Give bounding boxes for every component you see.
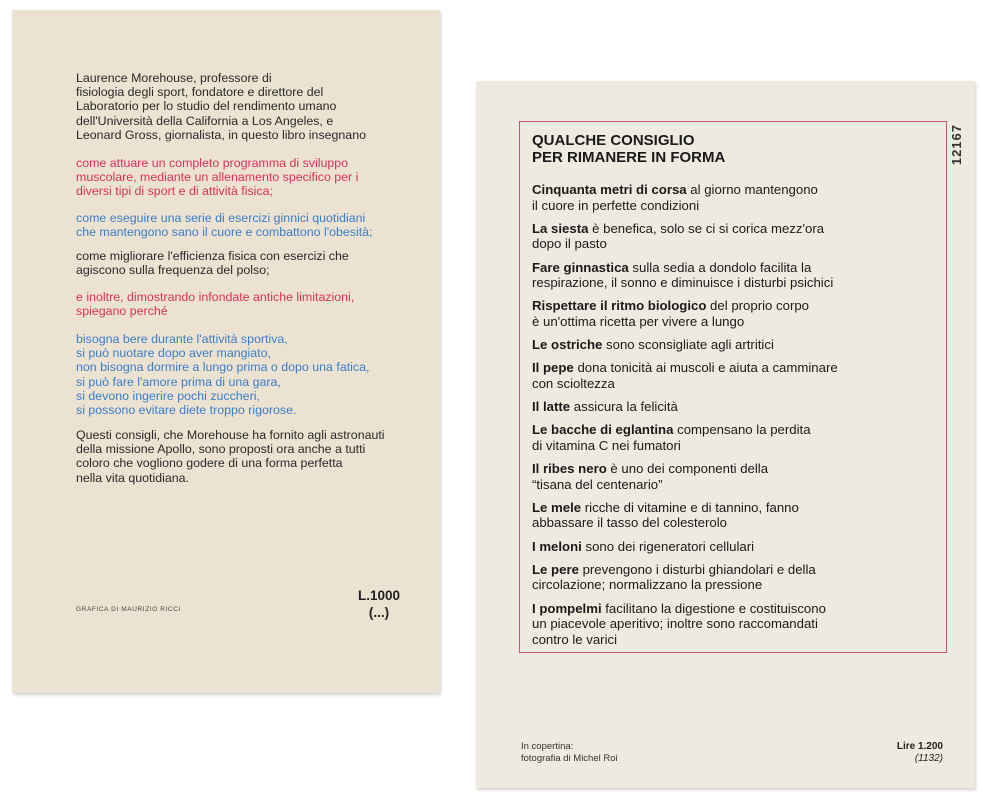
tip-keyword: Il ribes nero xyxy=(532,461,607,477)
text-line: fisiologia degli sport, fondatore e direttore del xyxy=(76,85,324,100)
tip-line xyxy=(532,182,932,198)
tip-line xyxy=(532,298,932,314)
tip-line: di vitamina C nei fumatori xyxy=(532,437,681,453)
tip-line: respirazione, il sonno e diminuisce i disturbi psichici xyxy=(532,275,834,291)
tip-keyword: La siesta xyxy=(532,220,589,236)
price-block xyxy=(896,741,943,765)
tip-item xyxy=(532,182,932,213)
text-line: coloro che vogliono godere di una forma perfetta xyxy=(76,456,343,471)
tip-line: contro le varici xyxy=(532,631,618,647)
tip-text: sono sconsigliate agli artritici xyxy=(602,337,774,353)
left-back-cover xyxy=(12,10,440,693)
tip-item xyxy=(532,260,932,291)
title-line: PER RIMANERE IN FORMA xyxy=(532,149,726,166)
tip-line xyxy=(532,221,932,237)
text-line: della missione Apollo, sono proposti ora anche a tutti xyxy=(76,442,366,457)
tip-keyword: Il pepe xyxy=(532,360,574,376)
text-line: si devono ingerire pochi zuccheri, xyxy=(76,388,260,403)
tip-line xyxy=(532,500,932,516)
tip-keyword: Le pere xyxy=(532,561,579,577)
tip-line: con scioltezza xyxy=(532,375,615,391)
tip-line: “tisana del centenario” xyxy=(532,476,663,492)
price-note: (1132) xyxy=(914,753,943,764)
text-line: Laboratorio per lo studio del rendimento umano xyxy=(76,99,337,114)
tip-item xyxy=(532,500,932,531)
cover-photo-credit xyxy=(521,741,618,765)
text-line: Questi consigli, che Morehouse ha fornito agli astronauti xyxy=(76,428,385,442)
tip-text: ricche di vitamine e di tannino, fanno xyxy=(581,499,799,515)
tips-title xyxy=(532,132,725,166)
price-label: Lire 1.200 xyxy=(896,741,943,752)
tip-keyword: Il latte xyxy=(532,399,571,415)
text-line: che mantengono sano il cuore e combattono l'obesità; xyxy=(76,225,373,240)
text-line: e inoltre, dimostrando infondate antiche limitazioni, xyxy=(76,290,355,304)
tip-text: sulla sedia a dondolo facilita la xyxy=(628,259,812,275)
blue-paragraph-myths xyxy=(76,332,421,417)
tip-line xyxy=(532,562,932,578)
tip-text: assicura la felicità xyxy=(570,399,678,415)
tip-text: è uno dei componenti della xyxy=(606,461,769,477)
text-line: dell'Università della California a Los Angeles, e xyxy=(76,113,334,128)
tip-keyword: Fare ginnastica xyxy=(532,259,629,275)
closing-paragraph xyxy=(76,428,421,485)
tip-keyword: I pompelmi xyxy=(532,600,602,616)
tip-text: prevengono i disturbi ghiandolari e della xyxy=(578,561,816,577)
text-line: diversi tipi di sport e di attività fisica; xyxy=(76,184,273,199)
text-line: si può nuotare dopo aver mangiato, xyxy=(76,346,271,361)
tip-text: dona tonicità ai muscoli e aiuta a camminare xyxy=(573,360,838,376)
tip-line xyxy=(532,360,932,376)
tip-line: circolazione; normalizzano la pressione xyxy=(532,577,763,593)
tip-keyword: I meloni xyxy=(532,538,582,554)
red-paragraph-training xyxy=(76,156,421,199)
text-line: come attuare un completo programma di sviluppo xyxy=(76,156,349,170)
price-label: L.1000 xyxy=(358,588,401,603)
blue-paragraph-exercises xyxy=(76,211,421,239)
text-line: nella vita quotidiana. xyxy=(76,470,189,485)
tip-line xyxy=(532,461,932,477)
credit-line: In copertina: xyxy=(521,741,574,752)
tip-item xyxy=(532,601,932,648)
text-line: agiscono sulla frequenza del polso; xyxy=(76,263,270,278)
text-line: non bisogna dormire a lungo prima o dopo una fatica, xyxy=(76,360,370,375)
tip-line xyxy=(532,539,932,555)
tip-text: è benefica, solo se ci si corica mezz'ora xyxy=(588,220,825,236)
tip-line: abbassare il tasso del colesterolo xyxy=(532,515,727,531)
intro-paragraph xyxy=(76,71,421,142)
tip-item xyxy=(532,562,932,593)
tip-keyword: Le ostriche xyxy=(532,337,603,353)
tip-line: è un'ottima ricetta per vivere a lungo xyxy=(532,313,745,329)
tip-text: al giorno mantengono xyxy=(686,182,818,197)
tips-list xyxy=(532,182,932,655)
plain-paragraph-efficiency xyxy=(76,249,421,277)
tip-keyword: Cinquanta metri di corsa xyxy=(532,182,687,197)
text-line: spiegano perché xyxy=(76,304,168,319)
tip-line xyxy=(532,422,932,438)
text-line: si può fare l'amore prima di una gara, xyxy=(76,374,281,389)
price-block xyxy=(358,587,400,621)
credit-line: fotografia di Michel Roi xyxy=(521,753,618,764)
text-line: Laurence Morehouse, professore di xyxy=(76,71,272,85)
text-line: bisogna bere durante l'attività sportiva, xyxy=(76,332,288,346)
tip-line xyxy=(532,399,932,415)
tip-item xyxy=(532,422,932,453)
text-line: come eseguire una serie di esercizi ginnici quotidiani xyxy=(76,211,366,225)
tip-text: compensano la perdita xyxy=(673,422,811,438)
text-line: come migliorare l'efficienza fisica con esercizi che xyxy=(76,249,349,263)
tip-item xyxy=(532,360,932,391)
tip-keyword: Le bacche di eglantina xyxy=(532,422,674,438)
tip-keyword: Le mele xyxy=(532,499,582,515)
tip-line: dopo il pasto xyxy=(532,236,607,252)
tip-line xyxy=(532,337,932,353)
red-paragraph-limitations xyxy=(76,290,421,318)
tip-text: sono dei rigeneratori cellulari xyxy=(581,538,755,554)
catalog-code: 12167 xyxy=(949,124,964,166)
tip-line: un piacevole aperitivo; inoltre sono raccomandati xyxy=(532,616,818,632)
tip-text: del proprio corpo xyxy=(706,298,810,314)
tip-item xyxy=(532,221,932,252)
tip-item xyxy=(532,399,932,415)
tip-text: facilitano la digestione e costituiscono xyxy=(601,600,826,616)
tip-item xyxy=(532,337,932,353)
text-line: Leonard Gross, giornalista, in questo libro insegnano xyxy=(76,127,366,142)
tip-item xyxy=(532,539,932,555)
title-line: QUALCHE CONSIGLIO xyxy=(532,132,695,149)
tip-line xyxy=(532,260,932,276)
tip-line: il cuore in perfette condizioni xyxy=(532,197,700,213)
tip-keyword: Rispettare il ritmo biologico xyxy=(532,298,707,314)
tip-item xyxy=(532,461,932,492)
text-line: muscolare, mediante un allenamento specifico per i xyxy=(76,170,359,185)
text-line: si possono evitare diete troppo rigorose. xyxy=(76,403,297,418)
price-note: (...) xyxy=(368,605,390,620)
right-back-cover xyxy=(476,81,975,788)
graphic-credit: GRAFICA DI MAURIZIO RICCI xyxy=(76,606,181,613)
tip-line xyxy=(532,601,932,617)
tip-item xyxy=(532,298,932,329)
